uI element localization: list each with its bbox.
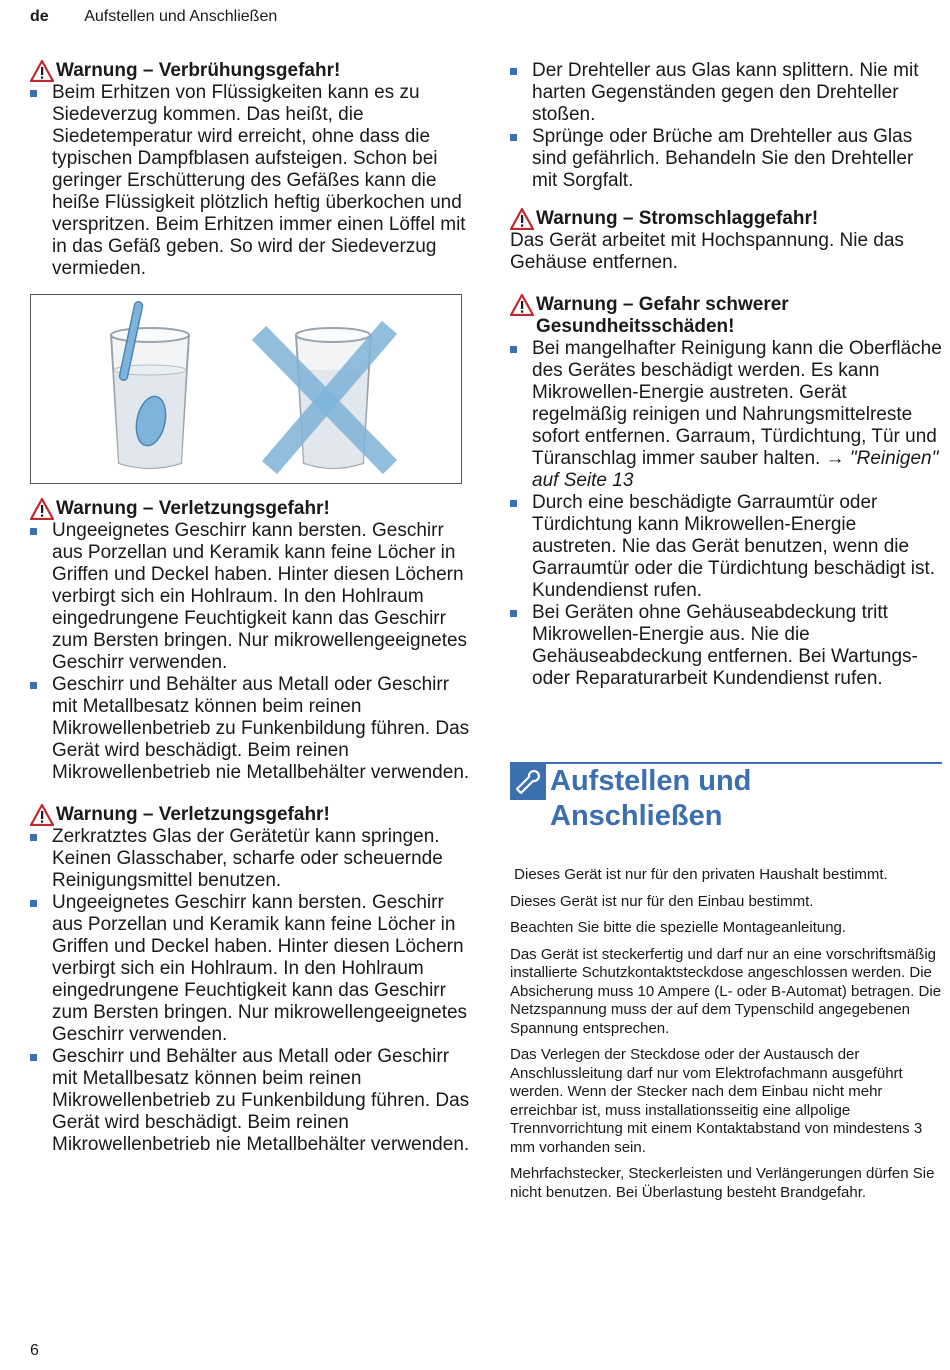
warning-title: Warnung – Verbrühungsgefahr! [56,60,341,81]
section-heading [510,762,942,834]
warning-heading [510,208,942,230]
list-item-text: Beim Erhitzen von Flüssigkeiten kann es zu Siedeverzug kommen. Das heißt, die Siedetemperatur wird erreicht, ohne dass die typischen Dampfblasen aufsteigen. Schon bei geringer Erschütterung des Gefäßes kann die heiße Flüssigkeit plötzlich heftig überkochen und verspritzen. Beim Erhitzen immer einen Löffel mit in das Gefäß geben. So wird der Siedeverzug vermieden. [52,82,466,279]
section-title [550,764,751,834]
right-column [510,60,942,1210]
left-column [30,60,470,1170]
list-item-text: Ungeeignetes Geschirr kann bersten. Geschirr aus Porzellan und Keramik kann feine Löcher in Griffen und Deckel haben. Hinter diesen Löchern verbirgt sich ein Hohlraum. In den Hohlraum eingedrungene Feuchtigkeit kann das Geschirr zum Bersten bringen. Nur mikrowellengeeignetes Geschirr verwenden. [52,892,468,1045]
list-item-text: Bei mangelhafter Reinigung kann die Oberfläche des Gerätes beschädigt werden. Es kann Mikrowellen-Energie austreten. Gerät regelmäßig reinigen und Nahrungsmittelreste sofort entfernen. Garraum, Türdichtung, Tür und Türanschlag immer sauber halten. [532,338,942,469]
glass-spoon-illustration [30,294,462,484]
paragraph: Das Gerät ist steckerfertig und darf nur an eine vorschriftsmäßig installierte Schutzkontaktsteckdose angeschlossen werden. Die Absicherung muss 10 Ampere (L- oder B-Automat) betragen. Die Netzspannung muss der auf dem Typenschild angegebenen Spannung entsprechen. [510,945,942,1037]
list-item-text: Der Drehteller aus Glas kann splittern. Nie mit harten Gegenständen gegen den Drehteller stoßen. [532,60,919,125]
list-item [510,602,942,690]
list-item [30,826,470,892]
warning-title: Warnung – Verletzungsgefahr! [56,804,330,825]
warning-heading [510,294,942,338]
warning-injury-2 [30,804,470,1156]
cross-reference-page[interactable]: auf Seite 13 [532,470,634,491]
list-item-text: Ungeeignetes Geschirr kann bersten. Geschirr aus Porzellan und Keramik kann feine Löcher in Griffen und Deckel haben. Hinter diesen Löchern verbirgt sich ein Hohlraum. In den Hohlraum eingedrungene Feuchtigkeit kann das Geschirr zum Bersten bringen. Nur mikrowellengeeignetes Geschirr verwenden. [52,520,468,673]
turntable-list [510,60,942,192]
warning-triangle-icon [30,498,54,520]
warning-list [510,338,942,690]
list-item [510,60,942,126]
list-item-text: Zerkratztes Glas der Gerätetür kann springen. Keinen Glasschaber, scharfe oder scheuernde Reinigungsmittel benutzen. [52,826,443,891]
warning-title: Warnung – Stromschlaggefahr! [536,208,819,229]
warning-health [510,294,942,690]
warning-triangle-icon [510,294,534,316]
section-body [510,866,942,1202]
illustration-svg [31,295,461,483]
warning-title: Warnung – Verletzungsgefahr! [56,498,330,519]
paragraph: Mehrfachstecker, Steckerleisten und Verlängerungen dürfen Sie nicht benutzen. Bei Überlastung besteht Brandgefahr. [510,1165,935,1201]
warning-heading [30,60,470,82]
warning-injury-1 [30,498,470,784]
warning-triangle-icon [510,208,534,230]
warning-heading [30,804,470,826]
paragraph: Beachten Sie bitte die spezielle Montageanleitung. [510,919,847,936]
list-item [30,520,470,674]
page-number: 6 [30,1342,39,1359]
arrow-icon: → [825,448,845,469]
list-item-text: Bei Geräten ohne Gehäuseabdeckung tritt Mikrowellen-Energie aus. Nie die Gehäuseabdeckung entfernen. Bei Wartungs- oder Reparaturarbeit Kundendienst rufen. [532,602,918,689]
cross-reference-link[interactable]: "Reinigen" [849,448,939,469]
warning-scalding [30,60,470,280]
section-title-line: Aufstellen und [550,765,752,797]
warning-list [30,82,470,280]
warning-heading [30,498,470,520]
paragraph: Dieses Gerät ist nur für den Einbau bestimmt. [510,892,814,910]
warning-electric-shock [510,208,942,274]
paragraph: Dieses Gerät ist nur für den privaten Haushalt bestimmt. [510,866,888,883]
list-item [510,338,942,492]
warning-list [30,520,470,784]
paragraph: Das Verlegen der Steckdose oder der Austausch der Anschlussleitung darf nur vom Elektrofachmann ausgeführt werden. Wenn der Stecker nach dem Einbau nicht mehr erreichbar ist, muss installationsseitig eine allpolige Trennvorrichtung mit einem Kontaktabstand von mindestens 3 mm vorhanden sein. [510,1046,923,1156]
list-item [30,1046,470,1156]
list-item [30,892,470,1046]
list-item-text: Geschirr und Behälter aus Metall oder Geschirr mit Metallbesatz können beim reinen Mikrowellenbetrieb zu Funkenbildung führen. Das Gerät wird beschädigt. Beim reinen Mikrowellenbetrieb nie Metallbehälter verwenden. [52,674,470,783]
list-item [510,126,942,192]
warning-list [30,826,470,1156]
header-section: Aufstellen und Anschließen [84,8,278,25]
warning-title: Warnung – Gefahr schwerer Gesundheitsschäden! [536,294,789,337]
list-item [30,674,470,784]
list-item [510,492,942,602]
language-code: de [30,8,49,25]
section-title-line: Anschließen [550,800,723,832]
list-item-text: Durch eine beschädigte Garraumtür oder Türdichtung kann Mikrowellen-Energie austreten. Nie das Gerät benutzen, wenn die Garraumtür oder die Türdichtung beschädigt ist. Kundendienst rufen. [532,492,936,601]
warning-triangle-icon [30,804,54,826]
wrench-icon [510,764,546,800]
page-header [30,8,277,26]
warning-text: Das Gerät arbeitet mit Hochspannung. Nie das Gehäuse entfernen. [510,230,904,273]
warning-triangle-icon [30,60,54,82]
list-item [30,82,470,280]
list-item-text: Geschirr und Behälter aus Metall oder Geschirr mit Metallbesatz können beim reinen Mikrowellenbetrieb zu Funkenbildung führen. Das Gerät wird beschädigt. Beim reinen Mikrowellenbetrieb nie Metallbehälter verwenden. [52,1046,470,1155]
list-item-text: Sprünge oder Brüche am Drehteller aus Glas sind gefährlich. Behandeln Sie den Drehteller mit Sorgfalt. [532,126,914,191]
